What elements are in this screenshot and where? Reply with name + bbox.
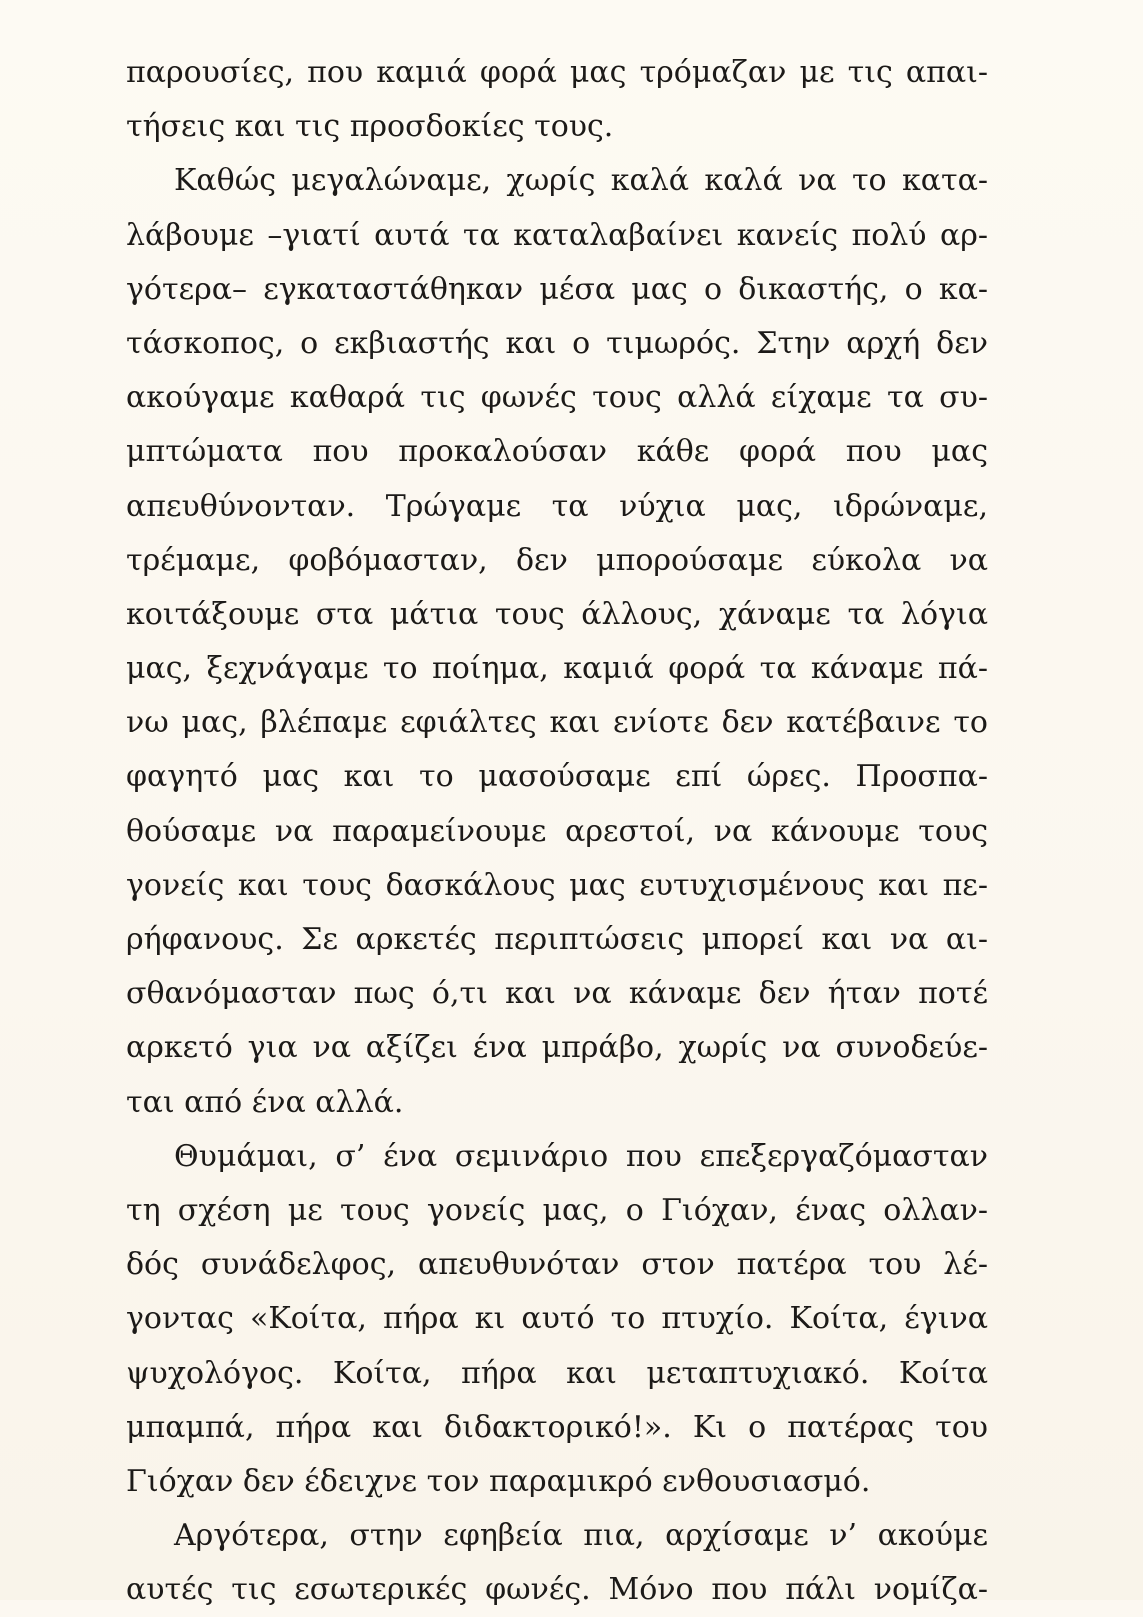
- text-line: δός συνάδελφος, απευθυνόταν στον πατέρα του λέ-: [126, 1247, 988, 1283]
- text-line: Αργότερα, στην εφηβεία πια, αρχίσαμε ν’ ακούμε: [174, 1518, 988, 1554]
- text-line: τρέμαμε, φοβόμασταν, δεν μπορούσαμε εύκολα να: [126, 542, 988, 578]
- body-text: [126, 46, 988, 1617]
- text-line: αρκετό για να αξίζει ένα μπράβο, χωρίς να συνοδεύε-: [126, 1030, 988, 1066]
- text-line: ψυχολόγος. Κοίτα, πήρα και μεταπτυχιακό. Κοίτα: [126, 1355, 988, 1391]
- text-line: Θυμάμαι, σ’ ένα σεμινάριο που επεξεργαζόμασταν: [174, 1138, 988, 1174]
- text-line: απευθύνονταν. Τρώγαμε τα νύχια μας, ιδρώναμε,: [126, 488, 988, 524]
- text-line: τήσεις και τις προσδοκίες τους.: [126, 109, 614, 145]
- text-line: κοιτάξουμε στα μάτια τους άλλους, χάναμε τα λόγια: [126, 596, 988, 632]
- text-line: σθανόμασταν πως ό,τι και να κάναμε δεν ήταν ποτέ: [126, 976, 988, 1012]
- text-line: τάσκοπος, ο εκβιαστής και ο τιμωρός. Στην αρχή δεν: [126, 325, 988, 361]
- text-line: λάβουμε –γιατί αυτά τα καταλαβαίνει κανείς πολύ αρ-: [126, 217, 988, 253]
- text-line: Καθώς μεγαλώναμε, χωρίς καλά καλά να το κατα-: [174, 163, 988, 199]
- text-line: ακούγαμε καθαρά τις φωνές τους αλλά είχαμε τα συ-: [126, 380, 988, 416]
- text-line: ρήφανους. Σε αρκετές περιπτώσεις μπορεί και να αι-: [126, 922, 988, 957]
- text-line: παρουσίες, που καμιά φορά μας τρόμαζαν με τις απαι-: [126, 55, 988, 90]
- text-line: μπτώματα που προκαλούσαν κάθε φορά που μας: [126, 434, 988, 470]
- text-line: Γιόχαν δεν έδειχνε τον παραμικρό ενθουσιασμό.: [126, 1463, 871, 1499]
- text-line: μπαμπά, πήρα και διδακτορικό!». Κι ο πατέρας του: [126, 1409, 988, 1445]
- text-line: ται από ένα αλλά.: [126, 1084, 404, 1120]
- text-line: γονείς και τους δασκάλους μας ευτυχισμένους και πε-: [126, 867, 988, 903]
- text-line: γοντας «Κοίτα, πήρα κι αυτό το πτυχίο. Κοίτα, έγινα: [126, 1301, 988, 1337]
- text-line: τη σχέση με τους γονείς μας, ο Γιόχαν, ένας ολλαν-: [126, 1192, 988, 1228]
- text-line: νω μας, βλέπαμε εφιάλτες και ενίοτε δεν κατέβαινε το: [126, 705, 988, 741]
- text-line: αυτές τις εσωτερικές φωνές. Μόνο που πάλι νομίζα-: [126, 1572, 988, 1608]
- text-line: μας, ξεχνάγαμε το ποίημα, καμιά φορά τα κάναμε πά-: [126, 651, 988, 687]
- text-line: γότερα– εγκαταστάθηκαν μέσα μας ο δικαστής, ο κα-: [126, 271, 988, 307]
- text-line: φαγητό μας και το μασούσαμε επί ώρες. Προσπα-: [126, 759, 988, 795]
- text-line: θούσαμε να παραμείνουμε αρεστοί, να κάνουμε τους: [126, 813, 988, 849]
